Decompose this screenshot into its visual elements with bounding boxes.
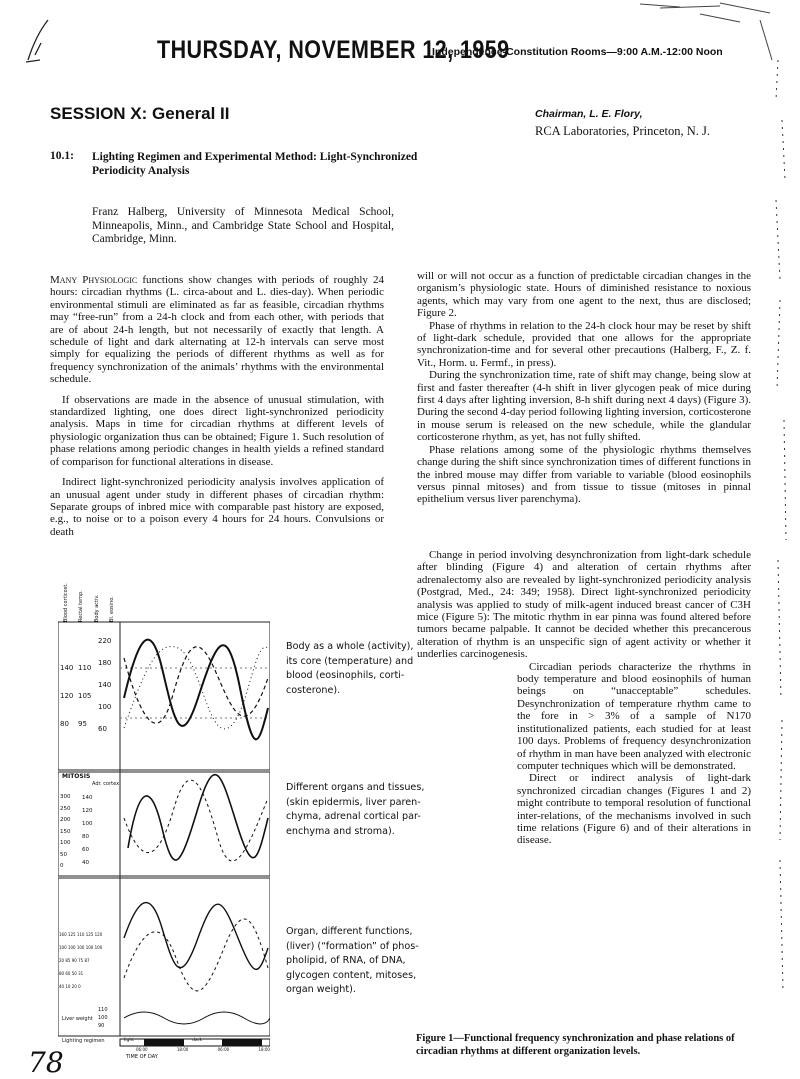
- panel1-headers: [58, 578, 120, 622]
- tick: 140: [60, 664, 74, 672]
- caption-line: Organ, different functions,: [286, 926, 413, 937]
- right-paragraph-2: Phase of rhythms in relation to the 24-h clock hour may be reset by shift of light-dark schedule, provided that one allows for the appropriate synchronization-time and for several other precautions (Halberg, F., Z. f. Vit., Horm. u. Fermf., in press).: [417, 319, 751, 369]
- paper-number: 10.1:: [50, 150, 74, 162]
- time-tick: 06:00: [136, 1047, 148, 1052]
- dark-label: dark: [192, 1038, 203, 1043]
- lighting-label: Lighting regimen: [62, 1038, 105, 1044]
- tick: 110: [98, 1007, 108, 1013]
- panel1-ticks-c: [98, 630, 120, 740]
- tick: 100: [98, 703, 112, 711]
- right-paragraph-1: will or will not occur as a function of predictable circadian changes in the organism’s physiologic state. Hours of diminished resistance to noxious agents, which may vary from one agent to the next, thus are disclosed; Figure 2.: [417, 270, 751, 320]
- tick-row: 40 10 20 0: [59, 984, 81, 989]
- panel2-caption: [286, 781, 424, 839]
- panel3-ticks: [59, 928, 119, 993]
- tick: 250: [60, 805, 71, 812]
- tick: 40: [82, 860, 89, 866]
- tick: 300: [60, 794, 71, 800]
- caption-line: (liver) (“formation” of phos-: [286, 940, 419, 952]
- tick: 150: [60, 828, 71, 835]
- left-paragraph-2: If observations are made in the absence of unusual stimulation, with standardized lighting, one does direct light-synchronized periodicity analysis. Maps in time for circadian rhythms at different levels of physiologic organization thus can be obtained; Figure 1. Such resolution of phase relations among periodic changes in health yields a refined standard of comparison for functional alterations in disease.: [50, 393, 384, 468]
- caption-line: organ weight).: [286, 984, 356, 995]
- caption-line: costerone).: [286, 684, 341, 696]
- right-paragraph-5: Change in period involving desynchronization from light-dark schedule after blinding (Figure 4) and alteration of certain rhythms after adrenalectomy also are revealed by light-synchronized periodicity analysis (Postgrad, Med., 24: 349; 1958). Direct light-synchronized periodicity analysis was applied to study of milk-agent induced breast cancer of C3H mice (Figure 5): The mitotic rhythm in ear pinna was found altered before tumors became palpable. It cannot be decided whether this precancerous alteration of rhythm is an unspecific sign of agent activity or whether it underlies carcinogenesis.: [417, 549, 751, 661]
- tick: 100: [98, 1015, 108, 1021]
- tick: 105: [78, 692, 92, 700]
- tick-row: 100 100 100 100 100: [59, 945, 103, 950]
- page-number: 78: [28, 1046, 64, 1079]
- panel3-caption: [286, 925, 419, 998]
- right-paragraph-3: During the synchronization time, rate of shift may change, being slow at first and faster thereafter (4-h shift in liver glycogen peak of mice during first 4 days after lighting inversion, 8-h shift during next 4 days) (Figure 3). During the second 4-day period following lighting inversion, corticosterone in mouse serum is released on the new schedule, while the glandular corticosterone rhythm, as yet, has not fully shifted.: [417, 369, 751, 444]
- lead-words: Many Physiologic: [50, 274, 138, 286]
- tick: 90: [98, 1023, 105, 1029]
- right-paragraph-7: Direct or indirect analysis of light-dark synchronized circadian changes (Figures 1 and 2) might contribute to temporal resolution of functional inter-relations, of the mechanisms involved in such time relations (Figure 6) and of their alterations in disease.: [517, 772, 751, 847]
- tick-row: 80 60 50 31: [59, 971, 84, 976]
- left-paragraph-3: Indirect light-synchronized periodicity analysis involves application of an unusual agent under study in different phases of circadian rhythm: Separate groups of inbred mice with comparable past history are exposed, e.g., to noise or to a poison every 4 hours for 24 hours. Convulsions or death: [50, 476, 384, 538]
- header-label: Rectal temp.: [78, 590, 85, 622]
- panel1-ticks-a: [60, 654, 80, 738]
- time-tick: 18:00: [258, 1047, 270, 1052]
- header-date: THURSDAY, NOVEMBER 12, 1959: [157, 36, 510, 64]
- tick-row: 20 85 90 75 87: [59, 958, 90, 963]
- header-label: Body activ.: [93, 594, 100, 622]
- time-ticks: [136, 1047, 270, 1052]
- panel2-sublabel: Adr. cortex: [92, 781, 120, 787]
- caption-line: blood (eosinophils, corti-: [286, 670, 405, 681]
- tick: 60: [82, 847, 89, 853]
- tick: 220: [98, 637, 112, 645]
- tick: 60: [98, 725, 107, 733]
- time-tick: 06:00: [217, 1047, 230, 1052]
- panel2-ticks-a: [60, 792, 71, 873]
- right-column-top: [417, 270, 751, 506]
- tick: 80: [60, 720, 69, 728]
- figure-caption: Figure 1—Functional frequency synchronization and phase relations of circadian rhythms at different organization levels.: [416, 1033, 735, 1057]
- tick: 100: [60, 840, 71, 846]
- header-label: Bl. eosino.: [109, 596, 116, 622]
- caption-line: Body as a whole (activity),: [286, 641, 414, 652]
- left-column: [50, 274, 384, 538]
- session-affiliation: RCA Laboratories, Princeton, N. J.: [535, 124, 710, 138]
- caption-line: chyma, adrenal cortical par-: [286, 811, 421, 822]
- tick: 140: [98, 681, 112, 689]
- caption-line: glycogen content, mitoses,: [286, 969, 417, 981]
- liver-weight-label: Liver weight: [62, 1016, 93, 1022]
- right-paragraph-4: Phase relations among some of the physiologic rhythms themselves change during the shift since synchronization times of different functions in the inbred mouse may differ from variable to variable (blood eosinophils versus pinnal mitoses) and from tissue to tissue (mitoses in pinnal epithelium versus liver parenchyma).: [417, 443, 751, 506]
- right-paragraph-6: Circadian periods characterize the rhythms in body temperature and blood eosinophils of human beings on “unacceptable” schedules. Desynchronization of temperature rhythm came to the fore in > 3% of a sample of N170 institutionalized patients, each studied for at least 100 days. Problems of frequency desynchronization of rhythm in man have been analyzed with electronic computer techniques which will be demonstrated.: [517, 660, 751, 772]
- header-label: Blood corticost.: [62, 583, 69, 622]
- tick: 95: [78, 720, 87, 728]
- panel1-ticks-b: [78, 654, 98, 738]
- left-paragraph-1: functions show changes with periods of roughly 24 hours: circadian rhythms (L. circa-about and L. dies-day). When periodic environmental stimuli are eliminated as far as feasible, circadian rhythms may “free-run” from a 24-h clock and from each other, with periods that are of about 24-h length, but not necessarily of exactly that length. A schedule of light and dark alternating at 12-h intervals can serve most simply for equalizing the periods of different rhythms as well as for frequency synchronization of the animals’ rhythms with the environmental schedule.: [50, 274, 384, 386]
- panel2-ticks-b: [82, 792, 93, 870]
- liver-ticks: [98, 1006, 108, 1030]
- time-tick: 18:00: [176, 1047, 189, 1052]
- caption-line: (skin epidermis, liver paren-: [286, 796, 421, 808]
- tick: 110: [78, 664, 92, 672]
- tick: 0: [60, 863, 64, 869]
- session-chairman: Chairman, L. E. Flory,: [535, 108, 643, 120]
- light-label: light: [124, 1038, 134, 1043]
- panel2-label: MITOSIS: [62, 773, 91, 780]
- caption-line: Different organs and tissues,: [286, 782, 425, 793]
- x-axis-label: TIME OF DAY: [126, 1054, 158, 1060]
- session-title: SESSION X: General II: [50, 104, 230, 123]
- caption-line: enchyma and stroma).: [286, 825, 395, 837]
- figure-1: [58, 578, 270, 1052]
- caption-line: pholipid, of RNA, of DNA,: [286, 955, 406, 966]
- right-column-narrow: [417, 549, 751, 847]
- caption-line: its core (temperature) and: [286, 655, 414, 667]
- panel1-caption: [286, 640, 413, 698]
- tick-row: 160 125 110 125 120: [59, 932, 103, 937]
- paper-title: Lighting Regimen and Experimental Method: Light-Synchronized Periodicity Analysis: [92, 151, 418, 177]
- tick: 200: [60, 817, 71, 823]
- tick: 180: [98, 659, 112, 667]
- tick: 50: [60, 851, 67, 858]
- scan-edge: [760, 0, 800, 1077]
- tick: 100: [82, 821, 93, 827]
- paper-author: Franz Halberg, University of Minnesota Medical School, Minneapolis, Minn., and Cambridge State School and Hospital, Cambridge, Minn.: [92, 206, 394, 245]
- header-room: Independence-Constitution Rooms—9:00 A.M.-12:00 Noon: [432, 46, 723, 58]
- tick: 120: [60, 692, 74, 700]
- tick: 80: [82, 834, 89, 840]
- tick: 120: [82, 808, 93, 814]
- tick: 140: [82, 795, 93, 801]
